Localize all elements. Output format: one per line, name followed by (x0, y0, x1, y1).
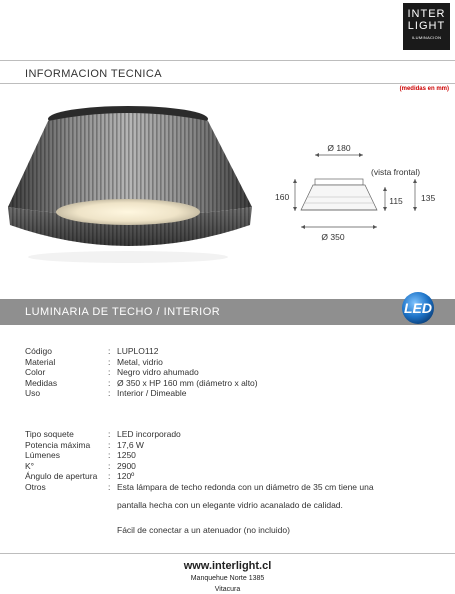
spec-value: Metal, vidrio (117, 356, 163, 367)
units-note: (medidas en mm) (399, 86, 449, 92)
spec-row (25, 388, 425, 399)
spec-colon: : (108, 346, 111, 356)
spec-row (25, 482, 445, 493)
spec-row (25, 429, 445, 440)
spec-colon: : (108, 481, 111, 492)
spec-colon: : (108, 450, 111, 461)
spec-row (25, 450, 445, 461)
spec-row (25, 471, 445, 482)
category-title: LUMINARIA DE TECHO / INTERIOR (25, 306, 221, 318)
spec-key: K° (25, 460, 35, 471)
dimension-diagram (255, 135, 455, 250)
led-icon (397, 291, 439, 325)
description-line-2: pantalla hecha con un elegante vidrio acanalado de calidad. (117, 500, 343, 510)
section-title: INFORMACION TECNICA (25, 68, 162, 80)
spec-key: Uso (25, 388, 41, 399)
spec-row (25, 378, 425, 389)
height-inner-label: 115 (389, 196, 403, 206)
divider-footer (0, 553, 455, 554)
spec-colon: : (108, 367, 111, 378)
spec-row (25, 346, 425, 357)
spec-key: Ángulo de apertura (25, 471, 98, 482)
spec-key: Otros (25, 481, 46, 492)
spec-key: Código (25, 346, 52, 356)
spec-value: 1250 (117, 450, 136, 461)
bottom-diameter-label: Ø 350 (321, 232, 345, 242)
spec-row (25, 461, 445, 472)
spec-colon: : (108, 429, 111, 439)
spec-key: Color (25, 367, 46, 378)
footer-city: Vitacura (214, 586, 241, 593)
view-label: (vista frontal) (371, 167, 421, 177)
spec-colon: : (108, 439, 111, 450)
spec-value: Esta lámpara de techo redonda con un diámetro de 35 cm tiene una (117, 481, 374, 492)
brand-logo-line2: LIGHT (407, 20, 446, 32)
ceiling-lamp-illustration (0, 97, 260, 287)
divider-under-title (0, 83, 455, 84)
spec-row (25, 357, 425, 368)
spec-value: Ø 350 x HP 160 mm (diámetro x alto) (117, 377, 258, 388)
spec-group-2 (25, 429, 445, 493)
spec-value: LED incorporado (117, 429, 181, 439)
height-left-label: 160 (275, 192, 290, 202)
footer-address: Manquehue Norte 1385 (190, 575, 265, 582)
spec-value: 2900 (117, 460, 136, 471)
spec-colon: : (108, 388, 111, 399)
divider-top (0, 60, 455, 61)
spec-colon: : (108, 471, 111, 482)
spec-key: Medidas (25, 377, 58, 388)
spec-value: LUPLO112 (117, 346, 159, 356)
dimension-drawing (255, 135, 455, 250)
height-right-label: 135 (421, 193, 436, 203)
footer-website-link[interactable]: www.interlight.cl (183, 560, 272, 572)
brand-logo-line1: INTER (407, 8, 446, 20)
description-note: Fácil de conectar a un atenuador (no incluido) (117, 525, 290, 535)
product-image (0, 97, 260, 287)
top-diameter-label: Ø 180 (327, 143, 351, 153)
spec-group-1 (25, 346, 425, 399)
brand-logo-line3: ILUMINACION (411, 35, 442, 40)
spec-row (25, 440, 445, 451)
spec-value: Interior / Dimeable (117, 388, 187, 399)
led-badge-label: LED (404, 300, 432, 316)
led-badge (397, 291, 439, 325)
spec-value: 120º (117, 471, 135, 482)
spec-key: Lúmenes (25, 450, 60, 461)
spec-colon: : (108, 356, 111, 367)
spec-colon: : (108, 377, 111, 388)
spec-value: 17,6 W (117, 439, 144, 450)
spec-colon: : (108, 460, 111, 471)
spec-row (25, 367, 425, 378)
spec-key: Material (25, 356, 56, 367)
spec-value: Negro vidro ahumado (117, 367, 199, 378)
brand-logo (403, 3, 450, 50)
spec-key: Tipo soquete (25, 429, 74, 439)
category-band (0, 299, 455, 325)
spec-key: Potencia máxima (25, 439, 91, 450)
